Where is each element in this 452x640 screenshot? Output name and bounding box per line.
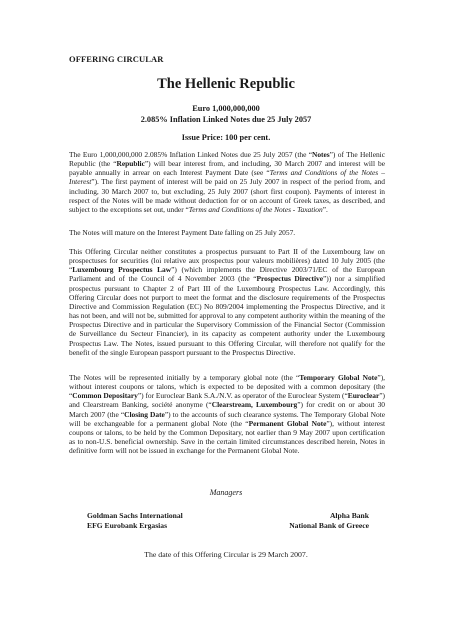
text-span: ”), without interest coupons or talons, which is expected to be deposited with a common depositary (the “ bbox=[69, 373, 385, 401]
text-span: ”). The first payment of interest will be paid on 25 July 2007 in respect of the period from, and including, 30 March 2007 to, but excluding, 25 July 2007 (short first coupon). Payments of interest in respect of the Notes will be made without deduction for or on account of Greek taxes, as described, and subject to the exceptions set out, under “ bbox=[69, 177, 385, 214]
managers-list bbox=[87, 511, 369, 531]
paragraph-maturity bbox=[69, 228, 385, 237]
issue-price: Issue Price: 100 per cent. bbox=[181, 133, 271, 142]
manager-name: EFG Eurobank Ergasias bbox=[87, 521, 168, 530]
cross-reference: Terms and Conditions of the Notes – Interest bbox=[69, 168, 385, 187]
text-span: ”) (which implements the Directive 2003/71/EC of the European Parliament and of the Council of 4 November 2003 (the “ bbox=[69, 265, 385, 284]
paragraph-global-notes bbox=[69, 373, 385, 455]
defined-term: Temporary Global Note bbox=[299, 373, 378, 382]
defined-term: Prospectus Directive bbox=[256, 274, 324, 284]
issue-amount: Euro 1,000,000,000 bbox=[192, 104, 260, 113]
text-span: ”. bbox=[322, 204, 328, 214]
defined-term: Common Depositary bbox=[72, 391, 138, 401]
defined-term: Republic bbox=[116, 159, 145, 169]
manager-name: National Bank of Greece bbox=[289, 521, 369, 530]
managers-row bbox=[87, 521, 369, 531]
defined-term: Notes bbox=[311, 150, 330, 159]
manager-name: Alpha Bank bbox=[329, 511, 369, 520]
notes-name: 2.085% Inflation Linked Notes due 25 July 2057 bbox=[140, 115, 312, 124]
paragraph-interest bbox=[69, 150, 385, 214]
text-span: ”) will bear interest from, and including, 30 March 2007 and interest will be payable annually in arrear on each Interest Payment Date (see “ bbox=[69, 159, 386, 178]
text-span: ”) for credit on or about 30 March 2007 (the “ bbox=[69, 400, 385, 419]
circular-date: The date of this Offering Circular is 29 March 2007. bbox=[144, 550, 308, 559]
defined-term: Closing Date bbox=[124, 409, 165, 419]
defined-term: Clearstream, Luxembourg bbox=[211, 400, 298, 410]
document-type-label: OFFERING CIRCULAR bbox=[69, 54, 164, 64]
defined-term: Luxembourg Prospectus Law bbox=[72, 265, 172, 275]
text-span: ”) to the accounts of such clearance systems. The Temporary Global Note will be exchangeable for a permanent global Note (the “ bbox=[69, 409, 386, 428]
text-span: ”)) nor a simplified prospectus pursuant to Chapter 2 of Part III of the Luxembourg Prospectus Law. Accordingly, this Offering Circular does not purport to meet the format and the disclosure requirements of the Prospectus Directive and Commission Regulation (EC) No 809/2004 implementing the Prospectus Directive, and it has not been, and will not be, submitted for approval to any competent authority within the meaning of the Prospectus Directive and in particular the Supervisory Commission of the Financial Sector (Commission de Surveillance du Secteur Financier), in its capacity as competent authority under the Luxembourg Prospectus Law. The Notes, issued pursuant to this Offering Circular, will therefore not qualify for the benefit of the single European passport pursuant to the Prospectus Directive. bbox=[69, 274, 385, 357]
manager-name: Goldman Sachs International bbox=[87, 511, 183, 520]
text-span: The Notes will be represented initially by a temporary global note (the “ bbox=[69, 373, 300, 382]
paragraph-prospectus-disclaimer bbox=[69, 247, 385, 357]
text-span: ”) and Clearstream Banking, société anonyme (“ bbox=[69, 391, 385, 410]
defined-term: Permanent Global Note bbox=[248, 418, 327, 428]
text-span: The Notes will mature on the Interest Payment Date falling on 25 July 2057. bbox=[69, 228, 296, 237]
text-span: ”) of The Hellenic Republic (the “ bbox=[69, 150, 386, 169]
managers-heading: Managers bbox=[209, 488, 243, 497]
text-span: This Offering Circular neither constitutes a prospectus pursuant to Part II of the Luxembourg law on prospectuses for securities (loi relative aux prospectus pour valeurs mobilières) dated 10 July 2005 (the “ bbox=[69, 247, 385, 275]
cross-reference: Terms and Conditions of the Notes - Taxation bbox=[188, 204, 323, 214]
defined-term: Euroclear bbox=[347, 391, 380, 401]
managers-row bbox=[87, 511, 369, 521]
text-span: The Euro 1,000,000,000 2.085% Inflation Linked Notes due 25 July 2057 (the “ bbox=[69, 150, 312, 159]
text-span: ”) for Euroclear Bank S.A./N.V. as operator of the Euroclear System (“ bbox=[137, 391, 348, 401]
issuer-title: The Hellenic Republic bbox=[157, 76, 295, 92]
text-span: ”), without interest coupons or talons, to be held by the Common Depositary, not earlier than 9 May 2007 upon certification as to non-U.S. beneficial ownership. Save in the certain limited circumstances described herein, Notes in definitive form will not be issued in exchange for the Permanent Global Note. bbox=[69, 418, 385, 456]
